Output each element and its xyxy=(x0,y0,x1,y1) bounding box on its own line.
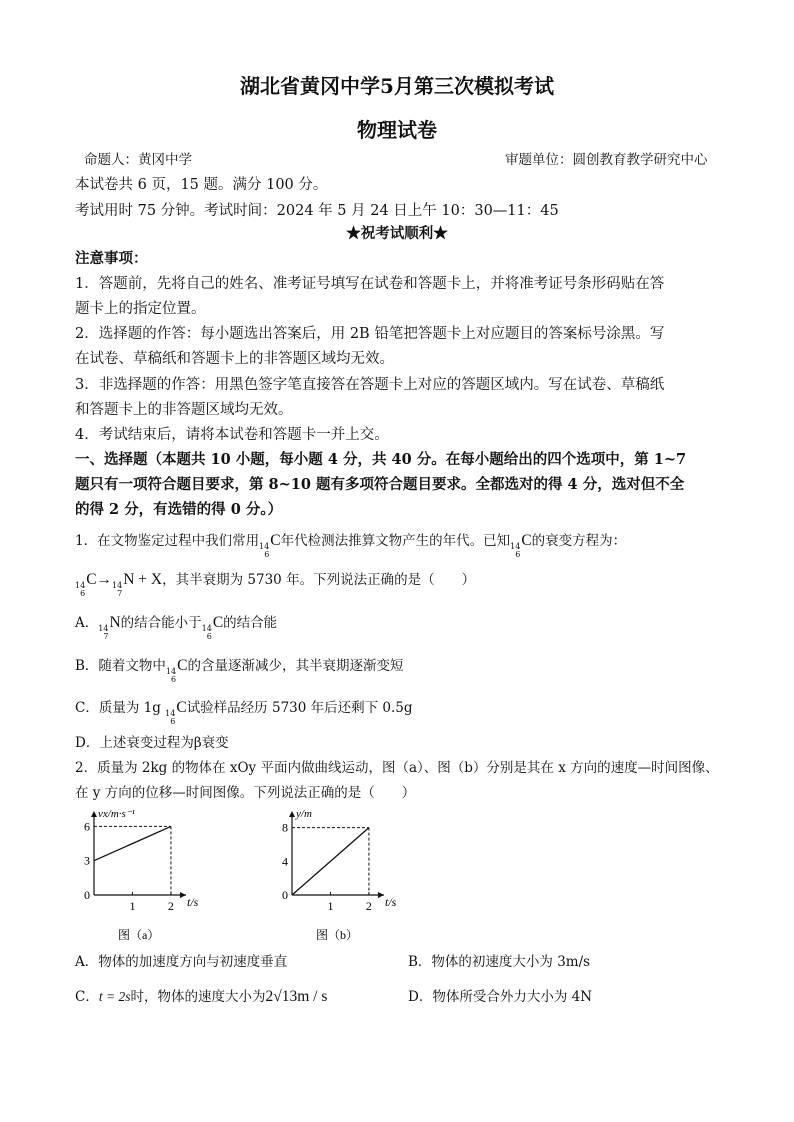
notice-item: 题卡上的指定位置。 xyxy=(75,301,206,317)
x-tick-label: 1 xyxy=(327,899,334,913)
time-expression: t = 2s xyxy=(98,989,131,1004)
x-tick-label: 0 xyxy=(84,888,90,902)
exam-info-pages: 本试卷共 6 页，15 题。满分 100 分。 xyxy=(75,177,328,193)
chart-caption: 图（a） xyxy=(118,928,160,942)
q1-option-c: C．质量为 1g 14 6 C试验样品经历 5730 年后还剩下 0.5g xyxy=(75,699,413,726)
notice-item: 2．选择题的作答：每小题选出答案后，用 2B 铅笔把答题卡上对应题目的答案标号涂黑。写 xyxy=(75,326,665,342)
speed-expression: 2√13m / s xyxy=(265,988,328,1005)
plus-sign: + xyxy=(134,571,151,588)
carbon-symbol: C xyxy=(270,532,281,549)
nitrogen-symbol: N xyxy=(109,614,121,631)
q1-stem-text: 的衰变方程为： xyxy=(531,533,627,549)
q2-option-a: A．物体的加速度方向与初速度垂直 xyxy=(75,954,288,970)
isotope-index: 14 6 xyxy=(259,542,270,559)
x-axis-arrow-icon xyxy=(180,892,186,898)
isotope-index: 14 6 xyxy=(201,624,212,641)
y-axis-arrow-icon xyxy=(289,811,295,817)
x-axis-label: t/s xyxy=(187,895,199,909)
notice-item: 在试卷、草稿纸和答题卡上的非答题区域均无效。 xyxy=(75,351,394,367)
reviewer-label: 审题单位：圆创教育教学研究中心 xyxy=(505,152,708,168)
q1-stem-text: ，其半衰期为 5730 年。下列说法正确的是（ ） xyxy=(162,572,476,588)
isotope-index: 14 6 xyxy=(165,667,177,684)
chart-a xyxy=(78,805,208,945)
carbon-symbol: C xyxy=(212,614,224,631)
q1-option-d: D．上述衰变过程为β衰变 xyxy=(75,735,229,751)
y-axis-arrow-icon xyxy=(91,811,97,817)
arrow-icon: → xyxy=(96,571,113,588)
good-luck-banner: ★祝考试顺利★ xyxy=(346,225,448,242)
isotope-index: 14 6 xyxy=(510,542,521,559)
isotope-index: 14 7 xyxy=(98,624,109,641)
y-tick-label: 4 xyxy=(282,854,288,869)
chart-caption: 图（b） xyxy=(316,928,359,942)
exam-subtitle: 物理试卷 xyxy=(357,118,437,142)
x-tick-label: 0 xyxy=(282,888,288,902)
y-tick-label: 3 xyxy=(84,853,90,868)
section-heading-line: 一、选择题（本题共 10 小题，每小题 4 分，共 40 分。在每小题给出的四个选项中，第 1~7 xyxy=(75,451,687,468)
y-axis-label: y/m xyxy=(296,808,312,820)
isotope-index: 14 6 xyxy=(165,709,176,726)
nitrogen-symbol: N xyxy=(123,571,135,588)
notice-item: 和答题卡上的非答题区域均无效。 xyxy=(75,402,293,418)
q2-option-d: D．物体所受合外力大小为 4N xyxy=(408,989,593,1005)
section-heading-line: 的得 2 分，有选错的得 0 分。） xyxy=(75,501,283,518)
carbon-symbol: C xyxy=(86,571,97,588)
y-tick-label: 8 xyxy=(282,820,288,835)
section-heading-line: 题只有一项符合题目要求，第 8~10 题有多项符合题目要求。全都选对的得 4 分，选对但不全 xyxy=(75,476,685,493)
exam-info-time: 考试用时 75 分钟。考试时间：2024 年 5 月 24 日上午 10：30—11：45 xyxy=(75,203,559,219)
notice-heading: 注意事项： xyxy=(75,250,148,267)
q1-option-a: A． 14 7 N的结合能小于 14 6 C的结合能 xyxy=(75,614,278,641)
x-tick-label: 2 xyxy=(365,899,372,913)
isotope-index: 14 7 xyxy=(112,581,123,598)
carbon-symbol: C xyxy=(177,657,188,674)
q1-stem xyxy=(75,529,626,559)
q1-stem-text: 年代检测法推算文物产生的年代。已知 xyxy=(280,533,511,549)
x-tick-label: 2 xyxy=(167,899,174,913)
q1-stem-text: 1．在文物鉴定过程中我们常用 xyxy=(75,533,260,549)
exam-title: 湖北省黄冈中学5月第三次模拟考试 xyxy=(240,74,554,98)
q2-option-b: B．物体的初速度大小为 3m/s xyxy=(408,954,591,970)
chart-b xyxy=(276,805,406,945)
q1-decay-equation xyxy=(75,568,475,598)
q2-stem-line: 在 y 方向的位移—时间图像。下列说法正确的是（ ） xyxy=(75,785,416,801)
y-axis-label: vx/m·s⁻¹ xyxy=(98,808,135,820)
q2-option-c: C．t = 2s时，物体的速度大小为2√13m / s xyxy=(75,988,328,1005)
notice-item: 3．非选择题的作答：用黑色签字笔直接答在答题卡上对应的答题区域内。写在试卷、草稿纸 xyxy=(75,377,665,393)
x-particle-symbol: X xyxy=(150,571,163,588)
series-line xyxy=(292,828,369,895)
q2-stem-line: 2．质量为 2kg 的物体在 xOy 平面内做曲线运动，图（a）、图（b）分别是其在 x 方向的速度—时间图像、 xyxy=(75,760,719,776)
x-axis-arrow-icon xyxy=(378,892,384,898)
isotope-index: 14 6 xyxy=(75,581,86,598)
x-axis-label: t/s xyxy=(385,895,397,909)
notice-item: 1．答题前，先将自己的姓名、准考证号填写在试卷和答题卡上，并将准考证号条形码贴在答 xyxy=(75,276,665,292)
q1-option-b: B．随着文物中 14 6 C的含量逐渐减少，其半衰期逐渐变短 xyxy=(75,657,404,684)
y-tick-label: 6 xyxy=(84,819,90,834)
x-tick-label: 1 xyxy=(129,899,136,913)
notice-item: 4．考试结束后，请将本试卷和答题卡一并上交。 xyxy=(75,427,389,443)
author-label: 命题人：黄冈中学 xyxy=(84,152,192,168)
series-line xyxy=(94,826,171,860)
carbon-symbol: C xyxy=(521,532,532,549)
carbon-symbol: C xyxy=(176,699,187,716)
